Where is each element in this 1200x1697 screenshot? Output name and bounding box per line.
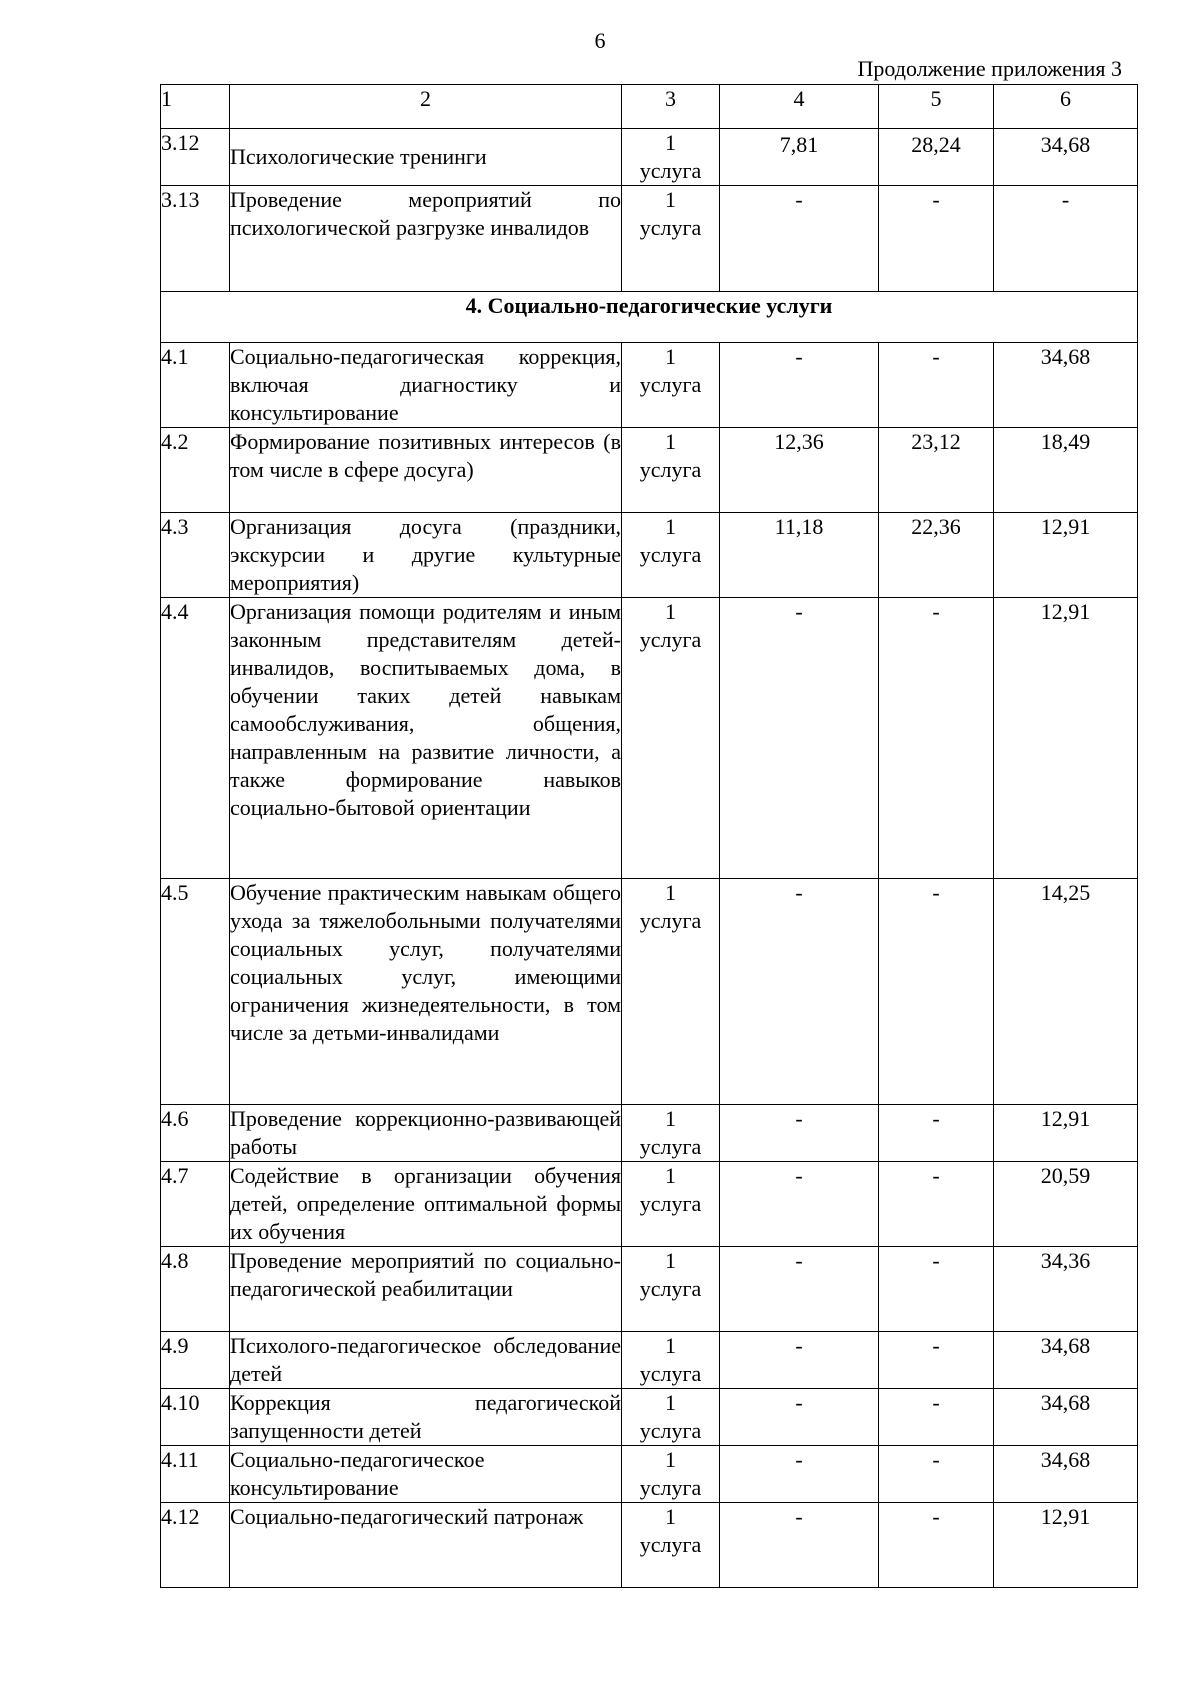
row-number: 4.9 (161, 1332, 230, 1389)
row-number: 3.13 (161, 186, 230, 292)
value-col5: - (879, 1332, 994, 1389)
table-row (161, 1332, 1138, 1389)
unit-label: услуга (639, 215, 702, 240)
unit-cell (622, 1389, 720, 1446)
service-name: Формирование позитивных интересов (в том числе в сфере досуга) (230, 428, 622, 513)
page-number: 6 (594, 28, 606, 53)
unit-qty: 1 (665, 1106, 676, 1131)
unit-qty: 1 (665, 344, 676, 369)
header-cell: 5 (879, 85, 994, 129)
value-col4: - (720, 1446, 879, 1503)
header-cell: 2 (230, 85, 622, 129)
unit-qty: 1 (665, 130, 676, 155)
service-name: Проведение мероприятий по социально-педагогической реабилитации (230, 1247, 622, 1332)
table-row (161, 513, 1138, 598)
value-col5: - (879, 1247, 994, 1332)
table-row (161, 129, 1138, 186)
unit-cell (622, 1162, 720, 1247)
value-col6: 34,68 (994, 1446, 1138, 1503)
value-col4: 11,18 (720, 513, 879, 598)
row-number: 4.6 (161, 1105, 230, 1162)
value-col6: 34,68 (994, 1332, 1138, 1389)
value-col4: - (720, 186, 879, 292)
value-col4: - (720, 1332, 879, 1389)
value-col4: - (720, 1105, 879, 1162)
value-col6: 34,68 (994, 1389, 1138, 1446)
row-number: 4.11 (161, 1446, 230, 1503)
service-name: Обучение практическим навыкам общего ухода за тяжелобольными получателями социальных услуг, получателями социальных услуг, имеющими ограничения жизнедеятельности, в том числе за детьми-инвалидами (230, 879, 622, 1105)
value-col4: - (720, 598, 879, 879)
service-name: Проведение мероприятий по психологической разгрузке инвалидов (230, 186, 622, 292)
value-col5: - (879, 1503, 994, 1588)
service-name: Содействие в организации обучения детей, определение оптимальной формы их обучения (230, 1162, 622, 1247)
unit-label: услуга (639, 1418, 702, 1443)
value-col5: - (879, 1105, 994, 1162)
unit-qty: 1 (665, 429, 676, 454)
service-name: Организация помощи родителям и иным законным представителям детей-инвалидов, воспитываемых дома, в обучении таких детей навыкам самообслуживания, общения, направленным на развитие личности, а также формирование навыков социально-бытовой ориентации (230, 598, 622, 879)
value-col5: - (879, 879, 994, 1105)
value-col5: 28,24 (879, 129, 994, 186)
unit-label: услуга (639, 627, 702, 652)
table-row (161, 1503, 1138, 1588)
table-row (161, 598, 1138, 879)
unit-label: услуга (639, 372, 702, 397)
value-col5: - (879, 1162, 994, 1247)
unit-label: услуга (639, 1276, 702, 1301)
header-cell: 3 (622, 85, 720, 129)
unit-label: услуга (639, 457, 702, 482)
value-col6: 14,25 (994, 879, 1138, 1105)
unit-cell (622, 343, 720, 428)
value-col6: 12,91 (994, 1105, 1138, 1162)
value-col5: - (879, 1389, 994, 1446)
unit-qty: 1 (665, 1333, 676, 1358)
service-name: Коррекция педагогической запущенности детей (230, 1389, 622, 1446)
value-col6: - (994, 186, 1138, 292)
value-col4: - (720, 1247, 879, 1332)
header-cell: 6 (994, 85, 1138, 129)
service-name: Социально-педагогическая коррекция, включая диагностику и консультирование (230, 343, 622, 428)
unit-qty: 1 (665, 514, 676, 539)
value-col4: - (720, 879, 879, 1105)
value-col5: - (879, 186, 994, 292)
unit-cell (622, 879, 720, 1105)
value-col5: - (879, 598, 994, 879)
unit-cell (622, 1332, 720, 1389)
row-number: 4.4 (161, 598, 230, 879)
unit-qty: 1 (665, 880, 676, 905)
row-number: 4.2 (161, 428, 230, 513)
value-col5: 23,12 (879, 428, 994, 513)
value-col6: 12,91 (994, 513, 1138, 598)
table-row (161, 879, 1138, 1105)
unit-cell (622, 428, 720, 513)
value-col5: - (879, 343, 994, 428)
table-header-row (161, 85, 1138, 129)
table-row (161, 1446, 1138, 1503)
table-row (161, 186, 1138, 292)
value-col6: 20,59 (994, 1162, 1138, 1247)
row-number: 4.1 (161, 343, 230, 428)
section-title: 4. Социально-педагогические услуги (161, 292, 1138, 343)
header-cell: 4 (720, 85, 879, 129)
unit-qty: 1 (665, 1163, 676, 1188)
unit-label: услуга (639, 542, 702, 567)
unit-cell (622, 598, 720, 879)
unit-qty: 1 (665, 1248, 676, 1273)
service-name: Проведение коррекционно-развивающей работы (230, 1105, 622, 1162)
row-number: 4.8 (161, 1247, 230, 1332)
service-name: Социально-педагогическое консультирование (230, 1446, 622, 1503)
table-row (161, 1162, 1138, 1247)
service-name: Организация досуга (праздники, экскурсии и другие культурные мероприятия) (230, 513, 622, 598)
tariff-table (160, 84, 1138, 1588)
unit-cell (622, 1247, 720, 1332)
value-col4: - (720, 1503, 879, 1588)
value-col6: 34,36 (994, 1247, 1138, 1332)
unit-cell (622, 1503, 720, 1588)
unit-qty: 1 (665, 599, 676, 624)
unit-label: услуга (639, 1134, 702, 1159)
row-number: 4.5 (161, 879, 230, 1105)
value-col6: 18,49 (994, 428, 1138, 513)
continuation-label: Продолжение приложения 3 (857, 56, 1122, 81)
value-col4: 12,36 (720, 428, 879, 513)
value-col6: 34,68 (994, 129, 1138, 186)
unit-label: услуга (639, 1191, 702, 1216)
value-col4: - (720, 1389, 879, 1446)
value-col4: - (720, 1162, 879, 1247)
unit-label: услуга (639, 1532, 702, 1557)
table-row (161, 343, 1138, 428)
unit-cell (622, 1105, 720, 1162)
value-col6: 34,68 (994, 343, 1138, 428)
unit-cell (622, 129, 720, 186)
value-col6: 12,91 (994, 1503, 1138, 1588)
table-row (161, 1389, 1138, 1446)
unit-label: услуга (639, 158, 702, 183)
unit-qty: 1 (665, 1504, 676, 1529)
row-number: 4.7 (161, 1162, 230, 1247)
row-number: 4.3 (161, 513, 230, 598)
unit-qty: 1 (665, 1390, 676, 1415)
unit-cell (622, 513, 720, 598)
row-number: 4.12 (161, 1503, 230, 1588)
unit-qty: 1 (665, 1447, 676, 1472)
unit-label: услуга (639, 908, 702, 933)
value-col5: 22,36 (879, 513, 994, 598)
service-name: Социально-педагогический патронаж (230, 1503, 622, 1588)
value-col4: 7,81 (720, 129, 879, 186)
table-row (161, 1105, 1138, 1162)
unit-qty: 1 (665, 187, 676, 212)
row-number: 4.10 (161, 1389, 230, 1446)
unit-cell (622, 186, 720, 292)
service-name: Психолого-педагогическое обследование детей (230, 1332, 622, 1389)
row-number: 3.12 (161, 129, 230, 186)
value-col5: - (879, 1446, 994, 1503)
value-col4: - (720, 343, 879, 428)
table-row (161, 428, 1138, 513)
unit-label: услуга (639, 1475, 702, 1500)
table-row (161, 1247, 1138, 1332)
value-col6: 12,91 (994, 598, 1138, 879)
section-row (161, 292, 1138, 343)
unit-cell (622, 1446, 720, 1503)
header-cell: 1 (161, 85, 230, 129)
service-name: Психологические тренинги (230, 129, 622, 186)
unit-label: услуга (639, 1361, 702, 1386)
